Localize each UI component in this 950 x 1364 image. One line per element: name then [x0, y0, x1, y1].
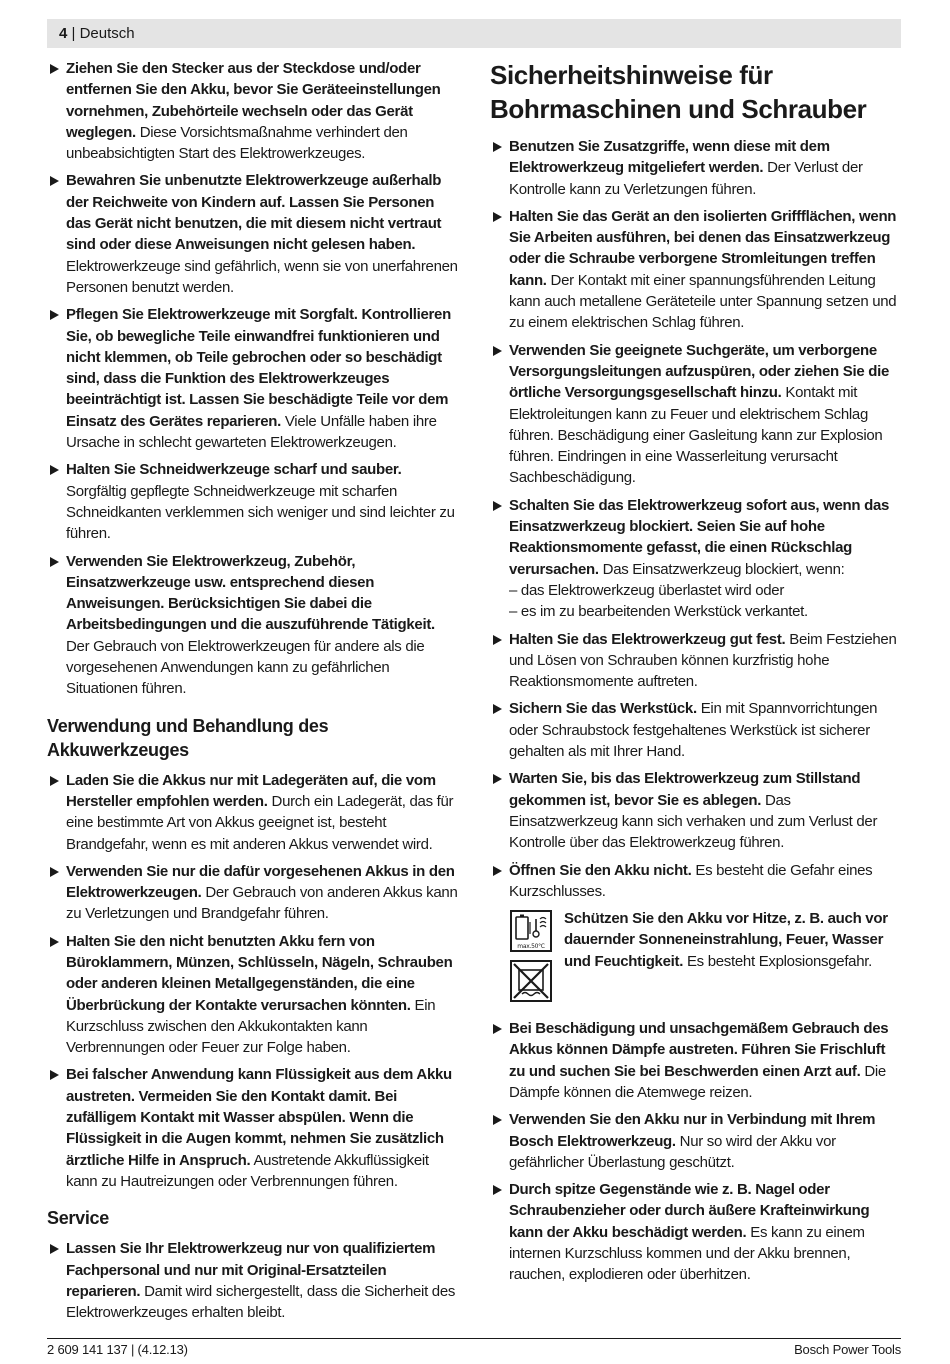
- safety-list-battery: [490, 1018, 902, 1286]
- item-bold-text: Bewahren Sie unbenutzte Elektrowerkzeuge außerhalb der Reichweite von Kindern auf. Lassen Sie Personen das Gerät nicht benutzen, die mit diesem nicht vertraut sind oder diese Anweisungen nicht gelesen haben.: [66, 172, 442, 254]
- bullet-triangle-icon: [50, 465, 59, 475]
- item-bold-text: Durch spitze Gegenstände wie z. B. Nagel oder Schraubenzieher oder durch äußere Krafteinwirkung kann der Akku beschädigt werden.: [509, 1181, 870, 1241]
- list-item: [47, 861, 459, 925]
- list-item: [47, 1064, 459, 1192]
- item-bold-text: Halten Sie das Elektrowerkzeug gut fest.: [509, 630, 786, 648]
- item-text: Sorgfältig gepflegte Schneidwerkzeuge mit scharfen Schneidkanten verklemmen sich weniger und sind leichter zu führen.: [66, 482, 455, 543]
- item-bold-text: Sichern Sie das Werkstück.: [509, 700, 697, 718]
- footer-brand: Bosch Power Tools: [794, 1342, 901, 1357]
- item-text: Der Gebrauch von Elektrowerkzeugen für andere als die vorgesehenen Anwendungen kann zu gefährlichen Situationen führen.: [66, 637, 425, 698]
- bullet-triangle-icon: [50, 867, 59, 877]
- item-text: Damit wird sichergestellt, dass die Sicherheit des Elektrowerkzeuges erhalten bleibt.: [66, 1282, 456, 1322]
- item-text: Diese Vorsichtsmaßnahme verhindert den unbeabsichtigten Start des Elektrowerkzeuges.: [66, 123, 408, 163]
- bullet-triangle-icon: [493, 635, 502, 645]
- safety-list-drills: [490, 136, 902, 489]
- list-item: [490, 1179, 902, 1285]
- list-item: [490, 206, 902, 334]
- item-bold-text: Verwenden Sie den Akku nur in Verbindung mit Ihrem Bosch Elektrowerkzeug.: [509, 1111, 876, 1150]
- item-text: Kontakt mit Elektroleitungen kann zu Feuer und elektrischem Schlag führen. Beschädigung einer Gasleitung kann zur Explosion führen. Eindringen in eine Wasserleitung verursacht Sachbeschädigung.: [509, 384, 883, 487]
- item-bold-text: Verwenden Sie geeignete Suchgeräte, um verborgene Versorgungsleitungen aufzuspüren, oder ziehen Sie die örtliche Versorgungsgesellschaft hinzu.: [509, 341, 890, 402]
- item-text: Der Verlust der Kontrolle kann zu Verletzungen führen.: [509, 159, 863, 198]
- list-item: [47, 304, 459, 453]
- list-item: [47, 1238, 459, 1323]
- item-text: Viele Unfälle haben ihre Ursache in schlecht gewarteten Elektrowerkzeugen.: [66, 412, 437, 452]
- list-item: [47, 931, 459, 1059]
- dash-line-2: – es im zu bearbeitenden Werkstück verkantet.: [509, 603, 808, 621]
- safety-list-akku: [47, 770, 459, 1193]
- no-water-icon: [510, 960, 552, 1008]
- safety-list-service: [47, 1238, 459, 1323]
- warning-text: Es besteht Explosionsgefahr.: [683, 952, 873, 970]
- list-item: [490, 768, 902, 853]
- bullet-triangle-icon: [493, 346, 502, 356]
- list-item: [47, 58, 459, 164]
- list-item: [47, 459, 459, 544]
- battery-heat-warning: [509, 908, 902, 1004]
- header-separator: |: [71, 25, 76, 42]
- list-item: [490, 860, 902, 903]
- item-bold-text: Verwenden Sie Elektrowerkzeug, Zubehör, Einsatzwerkzeuge usw. entsprechend diesen Anweisungen. Berücksichtigen Sie dabei die Arbeitsbedingungen und die auszuführende Tätigkeit.: [66, 552, 435, 634]
- item-text: Der Gebrauch von anderen Akkus kann zu Verletzungen und Brandgefahr führen.: [66, 884, 458, 923]
- section-title-drills: Sicherheitshinweise für Bohrmaschinen und Schrauber: [490, 60, 867, 124]
- list-item: [47, 770, 459, 855]
- item-text: Die Dämpfe können die Atemwege reizen.: [509, 1062, 886, 1101]
- bullet-triangle-icon: [50, 1244, 59, 1254]
- item-bold-text: Halten Sie Schneidwerkzeuge scharf und sauber.: [66, 461, 402, 479]
- item-bold-text: Ziehen Sie den Stecker aus der Steckdose und/oder entfernen Sie den Akku, bevor Sie Geräteeinstellungen vornehmen, Zubehörteile wechseln oder das Gerät weglegen.: [66, 60, 441, 141]
- bullet-triangle-icon: [50, 937, 59, 947]
- bullet-triangle-icon: [50, 1070, 59, 1080]
- item-bold-text: Halten Sie das Gerät an den isolierten Griffflächen, wenn Sie Arbeiten ausführen, bei denen das Einsatzwerkzeug oder die Schraube verborgene Stromleitungen treffen kann.: [509, 207, 897, 289]
- item-bold-text: Halten Sie den nicht benutzten Akku fern von Büroklammern, Münzen, Schlüsseln, Nägeln, Schrauben oder anderen kleinen Metallgegenständen, die eine Überbrückung der Kontakte verursachen könnten.: [66, 932, 453, 1014]
- item-bold-text: Verwenden Sie nur die dafür vorgesehenen Akkus in den Elektrowerkzeugen.: [66, 862, 455, 902]
- list-item: [490, 698, 902, 762]
- item-bold-text: Öffnen Sie den Akku nicht.: [509, 861, 692, 879]
- list-item: [490, 340, 902, 489]
- safety-list-handling: [490, 629, 902, 903]
- list-item-blockage: [490, 495, 902, 623]
- right-column: [490, 58, 902, 1292]
- item-text: Das Einsatzwerkzeug blockiert, wenn:: [598, 560, 845, 578]
- item-bold-text: Benutzen Sie Zusatzgriffe, wenn diese mit dem Elektrowerkzeug mitgeliefert werden.: [509, 138, 830, 177]
- bullet-triangle-icon: [50, 557, 59, 567]
- safety-list-general: [47, 58, 459, 700]
- bullet-triangle-icon: [493, 142, 502, 152]
- item-text: Elektrowerkzeuge sind gefährlich, wenn sie von unerfahrenen Personen benutzt werden.: [66, 257, 458, 296]
- item-text: Es kann zu einem internen Kurzschluss kommen und der Akku brennen, rauchen, explodieren oder überhitzen.: [509, 1223, 865, 1284]
- list-item: [490, 629, 902, 693]
- list-item: [490, 136, 902, 200]
- bullet-triangle-icon: [493, 704, 502, 714]
- bullet-triangle-icon: [493, 774, 502, 784]
- bullet-triangle-icon: [50, 64, 59, 74]
- bullet-triangle-icon: [493, 1024, 502, 1034]
- item-bold-text: Schalten Sie das Elektrowerkzeug sofort aus, wenn das Einsatzwerkzeug blockiert. Seien Sie auf hohe Reaktionsmomente gefasst, die einen Rückschlag verursachen.: [509, 496, 890, 578]
- item-text: Beim Festziehen und Lösen von Schrauben können kurzfristig hohe Reaktionsmomente auftreten.: [509, 630, 897, 691]
- item-text: Ein mit Spannvorrichtungen oder Schraubstock festgehaltenes Werkstück ist sicherer gehalten als mit Ihrer Hand.: [509, 700, 878, 761]
- list-item: [490, 1109, 902, 1173]
- header-language: Deutsch: [79, 25, 135, 42]
- max-temp-label: max.50°C: [517, 943, 545, 951]
- item-text: Durch ein Ladegerät, das für eine bestimmte Art von Akkus geeignet ist, besteht Brandgefahr, wenn es mit anderen Akkus verwendet wird.: [66, 792, 454, 853]
- bullet-triangle-icon: [493, 866, 502, 876]
- temperature-warning-icon: [510, 910, 552, 958]
- item-bold-text: Pflegen Sie Elektrowerkzeuge mit Sorgfalt. Kontrollieren Sie, ob bewegliche Teile einwandfrei funktionieren und nicht klemmen, ob Teile gebrochen oder so beschädigt sind, dass die Funktion des Elektrowerkzeuges beeinträchtigt ist. Lassen Sie beschädigte Teile vor dem Einsatz des Gerätes reparieren.: [66, 306, 451, 430]
- item-text: Austretende Akkuflüssigkeit kann zu Hautreizungen oder Verbrennungen führen.: [66, 1151, 429, 1190]
- bullet-triangle-icon: [50, 776, 59, 786]
- item-bold-text: Warten Sie, bis das Elektrowerkzeug zum Stillstand gekommen ist, bevor Sie es ablegen.: [509, 770, 861, 809]
- page-number: 4: [59, 25, 68, 42]
- item-text: Ein Kurzschluss zwischen den Akkukontakten kann Verbrennungen oder Feuer zur Folge haben.: [66, 996, 436, 1057]
- item-text: Das Einsatzwerkzeug kann sich verhaken und zum Verlust der Kontrolle über das Elektrowerkzeug führen.: [509, 791, 878, 852]
- item-bold-text: Bei Beschädigung und unsachgemäßem Gebrauch des Akkus können Dämpfe austreten. Führen Sie Frischluft zu und suchen Sie bei Beschwerden einen Arzt auf.: [509, 1020, 889, 1080]
- item-bold-text: Lassen Sie Ihr Elektrowerkzeug nur von qualifiziertem Fachpersonal und nur mit Original-Ersatzteilen reparieren.: [66, 1240, 436, 1300]
- section-heading-service: Service: [47, 1208, 109, 1229]
- footer-rule: [47, 1338, 901, 1339]
- bullet-triangle-icon: [493, 1185, 502, 1195]
- bullet-triangle-icon: [493, 212, 502, 222]
- dash-line-1: – das Elektrowerkzeug überlastet wird oder: [509, 581, 785, 599]
- bullet-triangle-icon: [493, 1115, 502, 1125]
- section-heading-akku: Verwendung und Behandlung des Akkuwerkzeuges: [47, 715, 329, 760]
- bullet-triangle-icon: [50, 176, 59, 186]
- left-column: [47, 58, 459, 1329]
- list-item: [47, 551, 459, 700]
- footer-doc-number: 2 609 141 137 | (4.12.13): [47, 1342, 188, 1357]
- bullet-triangle-icon: [493, 501, 502, 511]
- item-bold-text: Laden Sie die Akkus nur mit Ladegeräten auf, die vom Hersteller empfohlen werden.: [66, 771, 436, 810]
- bullet-triangle-icon: [50, 310, 59, 320]
- item-text: Der Kontakt mit einer spannungsführenden Leitung kann auch metallene Geräteteile unter Spannung setzen und zu einem elektrischen Schlag führen.: [509, 271, 897, 332]
- warning-bold-text: Schützen Sie den Akku vor Hitze, z. B. auch vor dauernder Sonneneinstrahlung, Feuer, Wasser und Feuchtigkeit.: [564, 910, 888, 970]
- list-item: [47, 170, 459, 298]
- list-item: [490, 1018, 902, 1103]
- item-text: Es besteht die Gefahr eines Kurzschlusses.: [509, 861, 873, 900]
- item-bold-text: Bei falscher Anwendung kann Flüssigkeit aus dem Akku austreten. Vermeiden Sie den Kontakt damit. Bei zufälligem Kontakt mit Wasser abspülen. Wenn die Flüssigkeit in die Augen kommt, nehmen Sie zusätzlich ärztliche Hilfe in Anspruch.: [66, 1066, 452, 1169]
- item-text: Nur so wird der Akku vor gefährlicher Überlastung geschützt.: [509, 1132, 836, 1171]
- page-header: [47, 19, 901, 48]
